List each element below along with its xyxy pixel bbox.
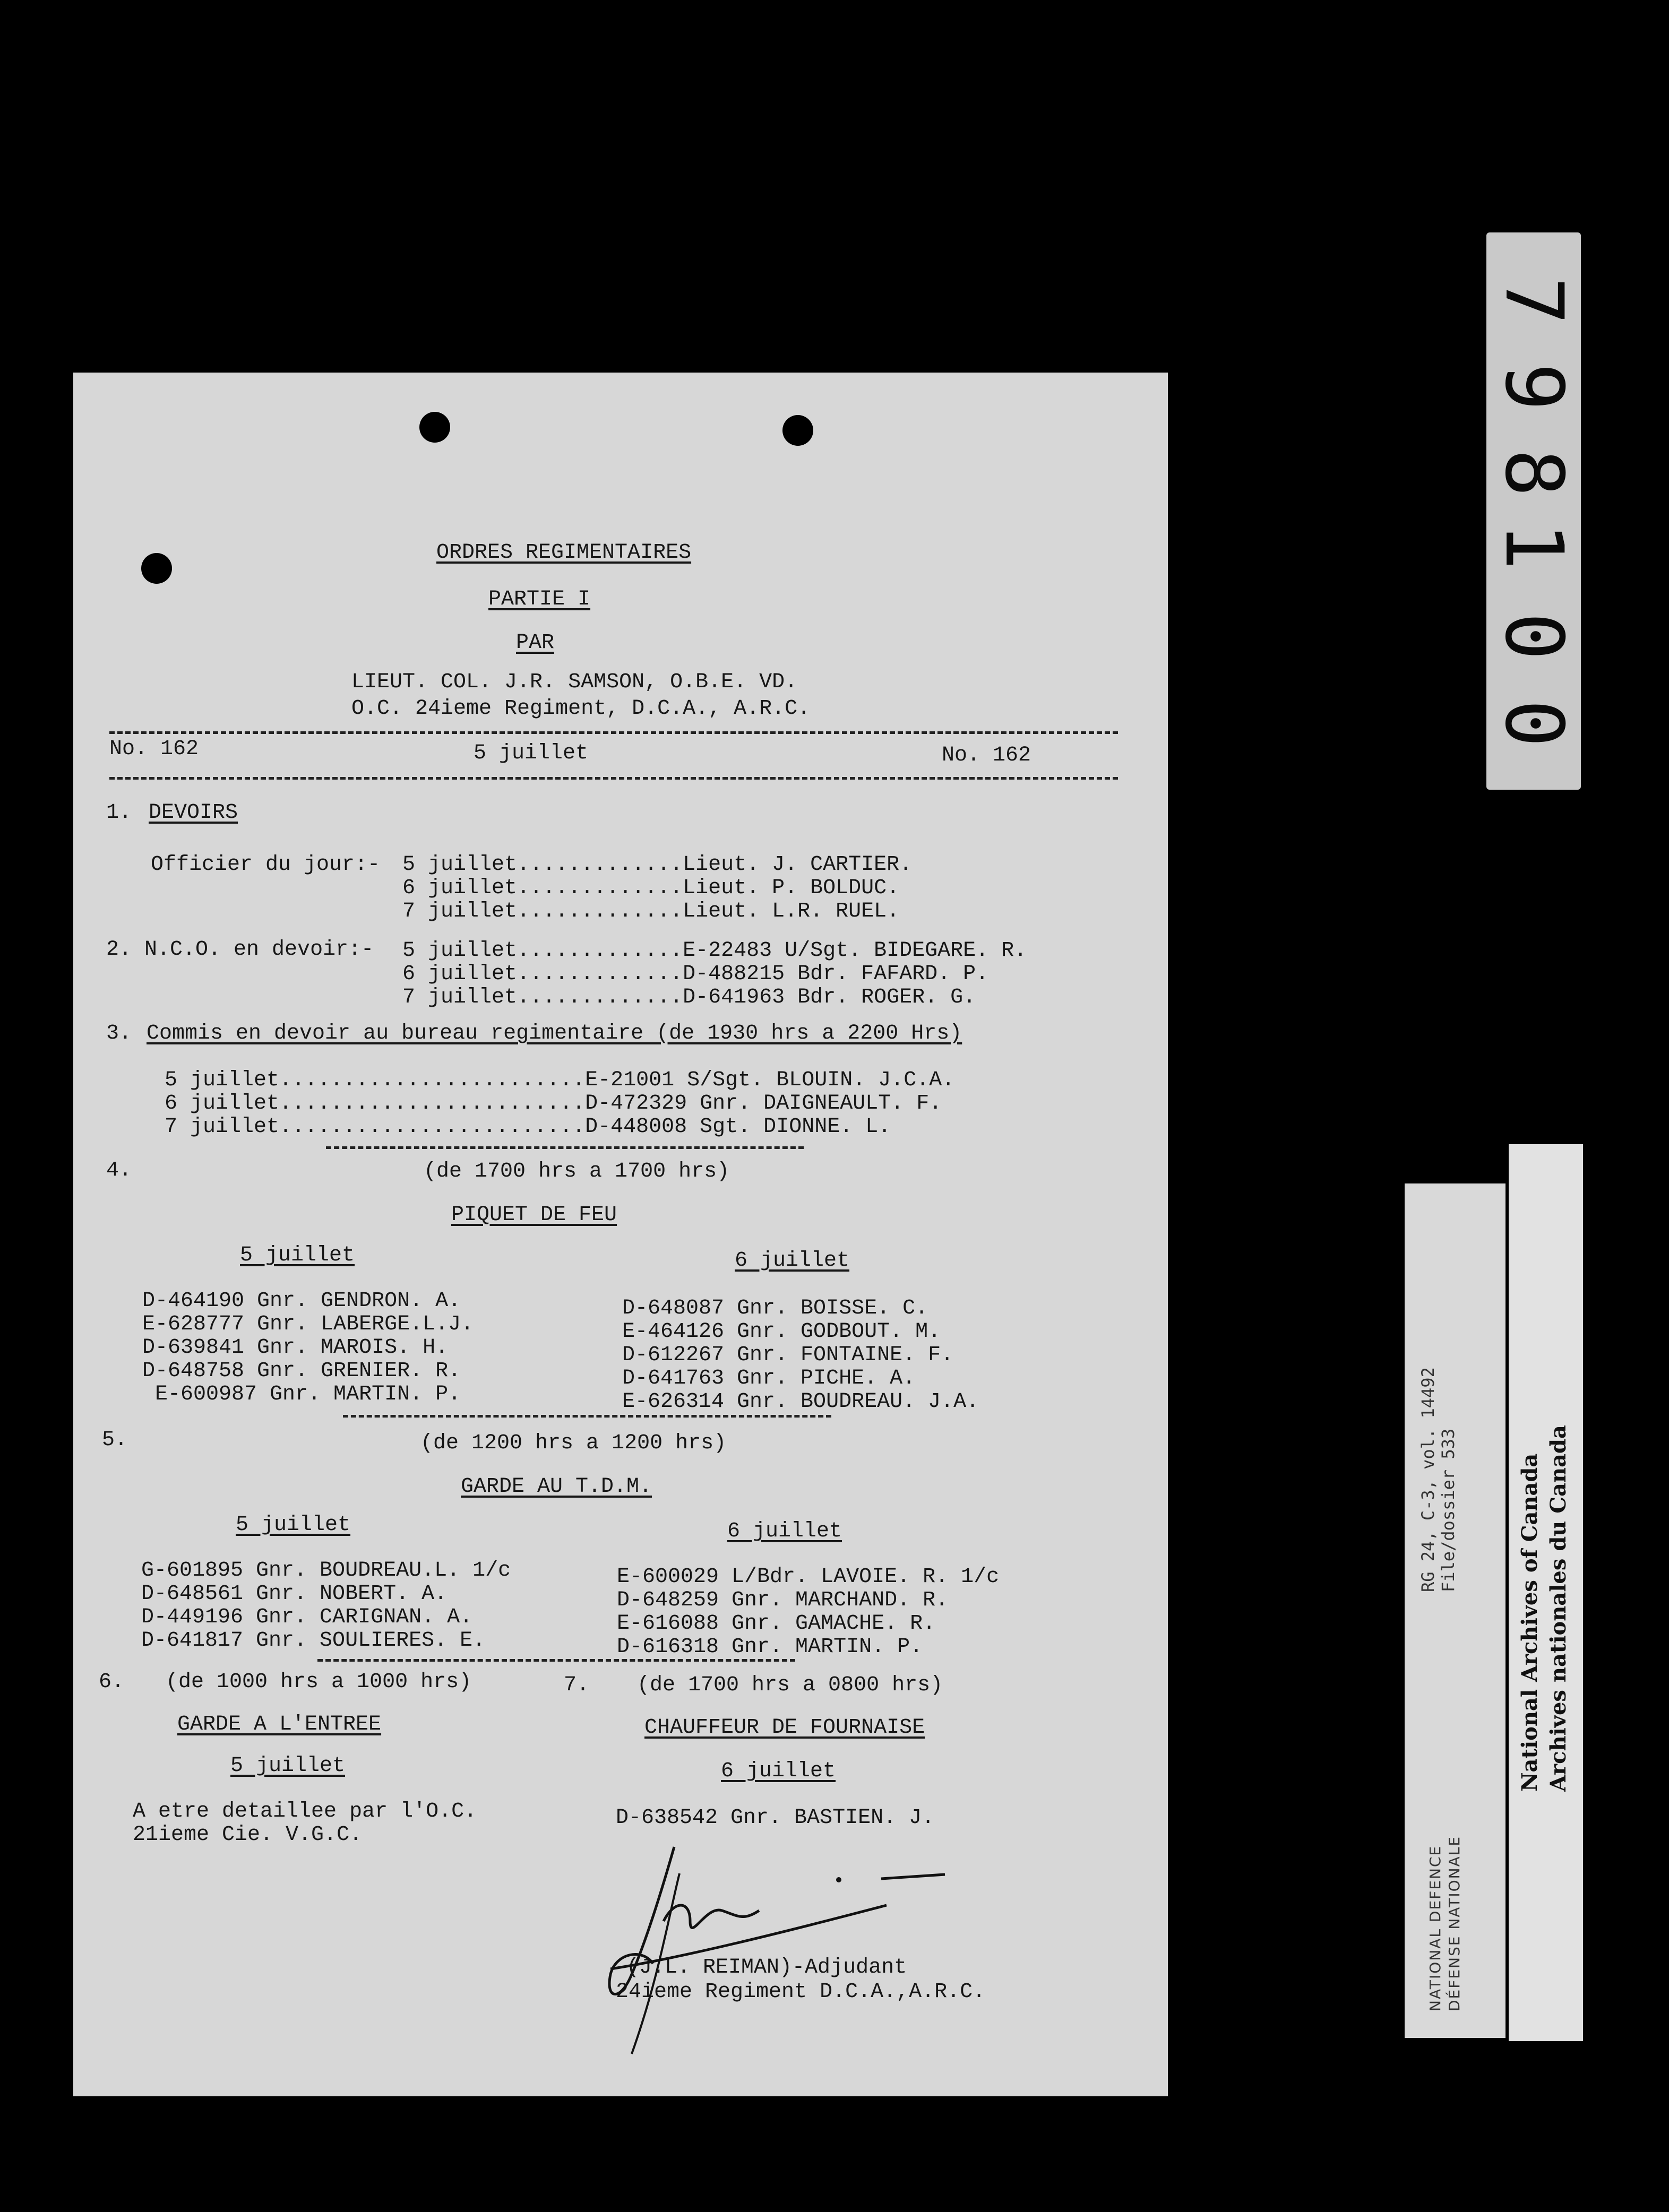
commanding-officer: LIEUT. COL. J.R. SAMSON, O.B.E. VD. <box>351 670 798 694</box>
nco-duty-line: 5 juillet.............E-22483 U/Sgt. BIDEGARE. R. <box>402 939 1027 963</box>
officer-duty-line: 6 juillet.............Lieut. P. BOLDUC. <box>402 876 900 900</box>
roster-entry: D-648561 Gnr. NOBERT. A. <box>141 1582 448 1606</box>
section5-separator <box>343 1415 831 1418</box>
roster-entry: D-641817 Gnr. SOULIERES. E. <box>141 1629 486 1653</box>
signature-name: (J.L. REIMAN)-Adjudant <box>626 1956 907 1980</box>
section6-heading: GARDE A L'ENTREE <box>177 1713 382 1736</box>
document-title: ORDRES REGIMENTAIRES <box>436 541 692 565</box>
frame-digit: 7 <box>1487 276 1580 325</box>
roster-entry: D-648259 Gnr. MARCHAND. R. <box>617 1588 949 1612</box>
archives-name-fr: Archives nationales du Canada <box>1546 1425 1571 1792</box>
section6-note: 21ieme Cie. V.G.C. <box>133 1823 363 1847</box>
section5-number: 5. <box>102 1428 128 1452</box>
clerk-duty-line: 7 juillet........................D-448008 Sgt. DIONNE. L. <box>165 1115 891 1139</box>
roster-entry: E-626314 Gnr. BOUDREAU. J.A. <box>622 1390 979 1414</box>
handwritten-signature <box>600 1842 950 2064</box>
section7-number: 7. <box>564 1673 590 1697</box>
roster-entry: D-639841 Gnr. MAROIS. H. <box>142 1336 449 1360</box>
department-fr: DÉFENSE NATIONALE <box>1446 1835 1463 2011</box>
section7-entry: D-638542 Gnr. BASTIEN. J. <box>616 1806 935 1830</box>
nco-duty-line: 6 juillet.............D-488215 Bdr. FAFARD. P. <box>402 962 989 986</box>
section4-heading: PIQUET DE FEU <box>451 1203 617 1227</box>
punch-hole-top-left <box>419 412 450 443</box>
roster-entry: D-648758 Gnr. GRENIER. R. <box>142 1359 461 1383</box>
section6-hours: (de 1000 hrs a 1000 hrs) <box>166 1670 472 1694</box>
unit-line: O.C. 24ieme Regiment, D.C.A., A.R.C. <box>351 697 811 721</box>
order-number-left: No. 162 <box>109 737 199 761</box>
section7-hours: (de 1700 hrs a 0800 hrs) <box>637 1673 943 1697</box>
clerk-duty-line: 5 juillet........................E-21001 S/Sgt. BLOUIN. J.C.A. <box>165 1068 955 1092</box>
signature-unit: 24ieme Regiment D.C.A.,A.R.C. <box>616 1980 986 2004</box>
section6-number: 6. <box>99 1670 125 1694</box>
section1-number: 1. <box>106 801 132 825</box>
order-date: 5 juillet <box>474 741 589 765</box>
roster-entry: D-612267 Gnr. FONTAINE. F. <box>622 1343 954 1367</box>
archives-canada-label <box>1509 1144 1583 2041</box>
section4-hours: (de 1700 hrs a 1700 hrs) <box>424 1160 730 1183</box>
punch-hole-top-right <box>782 415 813 446</box>
roster-entry: D-648087 Gnr. BOISSE. C. <box>622 1297 928 1320</box>
frame-digit: 9 <box>1487 362 1580 411</box>
roster-entry: D-464190 Gnr. GENDRON. A. <box>142 1289 461 1313</box>
frame-digit: 8 <box>1487 448 1580 497</box>
section5-right-date: 6 juillet <box>727 1519 842 1543</box>
department-en: NATIONAL DEFENCE <box>1426 1845 1444 2011</box>
rule-bottom <box>109 777 1118 780</box>
roster-entry: E-600987 Gnr. MARTIN. P. <box>142 1382 461 1406</box>
punch-hole-left <box>141 553 172 584</box>
section3-number: 3. <box>106 1022 132 1045</box>
section4-right-date: 6 juillet <box>735 1249 850 1273</box>
section5-hours: (de 1200 hrs a 1200 hrs) <box>420 1431 727 1455</box>
section7-date: 6 juillet <box>721 1759 836 1783</box>
roster-entry: G-601895 Gnr. BOUDREAU.L. 1/c <box>141 1559 511 1583</box>
officer-du-jour-label: Officier du jour:- <box>151 853 381 877</box>
section3-heading: Commis en devoir au bureau regimentaire (de 1930 hrs a 2200 Hrs) <box>147 1022 962 1045</box>
rule-top <box>109 731 1118 734</box>
roster-entry: E-616088 Gnr. GAMACHE. R. <box>617 1612 936 1636</box>
section5-heading: GARDE AU T.D.M. <box>461 1475 652 1499</box>
archive-reference: RG 24, C-3, vol. 14492 <box>1418 1367 1438 1592</box>
roster-entry: D-641763 Gnr. PICHE. A. <box>622 1367 916 1390</box>
roster-entry: E-464126 Gnr. GODBOUT. M. <box>622 1320 941 1344</box>
section6-date: 5 juillet <box>230 1754 346 1778</box>
section7-heading: CHAUFFEUR DE FOURNAISE <box>644 1716 925 1740</box>
section4-separator <box>326 1146 804 1149</box>
nco-duty-label: 2. N.C.O. en devoir:- <box>106 938 374 962</box>
archives-name-en: National Archives of Canada <box>1517 1453 1542 1792</box>
section1-heading: DEVOIRS <box>149 801 238 825</box>
par-heading: PAR <box>516 631 555 655</box>
archive-file: File/dossier 533 <box>1438 1428 1458 1592</box>
frame-digit: 1 <box>1487 522 1580 571</box>
roster-entry: E-600029 L/Bdr. LAVOIE. R. 1/c <box>617 1565 1000 1589</box>
section6-separator <box>317 1659 795 1662</box>
clerk-duty-line: 6 juillet........................D-472329 Gnr. DAIGNEAULT. F. <box>165 1092 942 1116</box>
frame-digit: 0 <box>1487 612 1580 661</box>
order-number-right: No. 162 <box>942 744 1031 767</box>
section4-number: 4. <box>106 1159 132 1182</box>
section4-left-date: 5 juillet <box>240 1243 355 1267</box>
roster-entry: E-628777 Gnr. LABERGE.L.J. <box>142 1312 474 1336</box>
document-page <box>73 373 1168 2096</box>
frame-digit: 0 <box>1487 699 1580 748</box>
nco-duty-line: 7 juillet.............D-641963 Bdr. ROGER. G. <box>402 986 976 1009</box>
officer-duty-line: 7 juillet.............Lieut. L.R. RUEL. <box>402 900 900 923</box>
section5-left-date: 5 juillet <box>236 1513 351 1537</box>
section6-note: A etre detaillee par l'O.C. <box>133 1800 477 1824</box>
archive-reference-label <box>1405 1183 1505 2038</box>
officer-duty-line: 5 juillet.............Lieut. J. CARTIER. <box>402 853 913 877</box>
partie-heading: PARTIE I <box>488 587 591 611</box>
roster-entry: D-616318 Gnr. MARTIN. P. <box>617 1635 923 1659</box>
roster-entry: D-449196 Gnr. CARIGNAN. A. <box>141 1605 473 1629</box>
